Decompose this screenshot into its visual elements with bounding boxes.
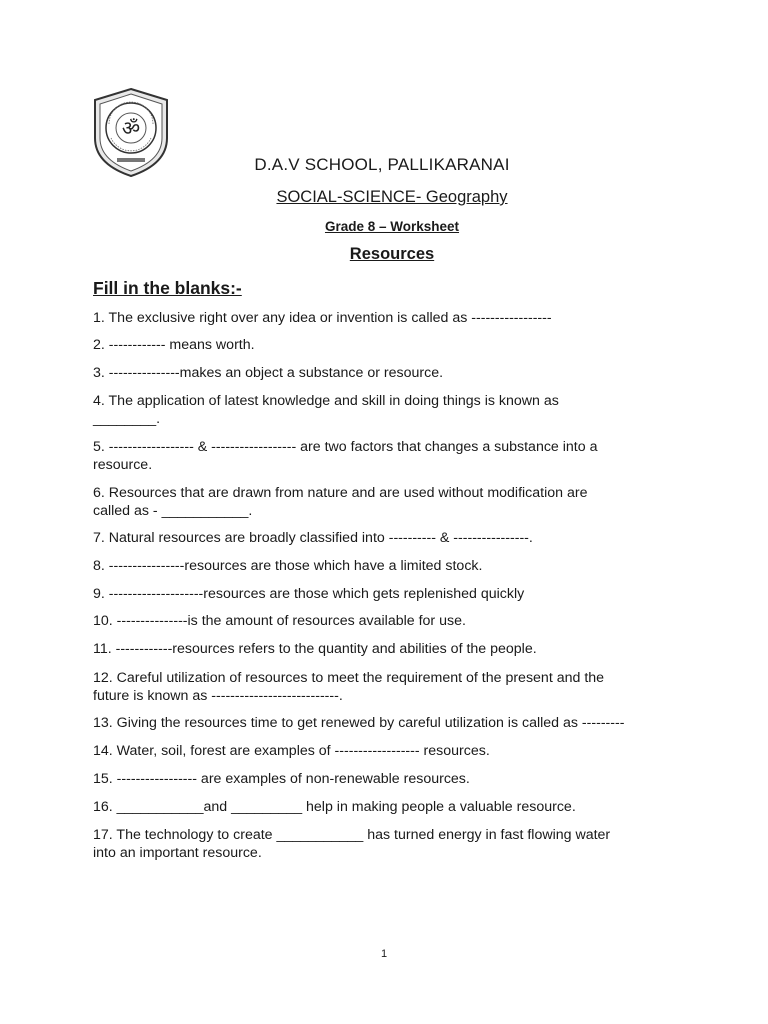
question-15: 15. ----------------- are examples of non-renewable resources. <box>93 771 470 787</box>
question-1: 1. The exclusive right over any idea or invention is called as ----------------- <box>93 310 552 326</box>
question-6: 6. Resources that are drawn from nature and are used without modification are called as - ___________. <box>93 485 588 519</box>
topic-title: Resources <box>349 245 435 263</box>
question-9: 9. --------------------resources are those which gets replenished quickly <box>93 586 525 602</box>
question-14: 14. Water, soil, forest are examples of ------------------ resources. <box>93 743 490 759</box>
question-11: 11. ------------resources refers to the quantity and abilities of the people. <box>93 641 537 657</box>
school-name: D.A.V SCHOOL, PALLIKARANAI <box>254 155 510 174</box>
question-12: 12. Careful utilization of resources to meet the requirement of the present and the future is known as ---------------------------. <box>93 670 605 704</box>
section-title: Fill in the blanks:- <box>93 278 242 298</box>
question-8: 8. ----------------resources are those which have a limited stock. <box>93 558 483 574</box>
grade-label: Grade 8 – Worksheet <box>324 219 460 234</box>
question-10: 10. ---------------is the amount of resources available for use. <box>93 613 466 629</box>
question-2: 2. ------------ means worth. <box>93 337 255 353</box>
question-17: 17. The technology to create ___________ has turned energy in fast flowing water into an important resource. <box>93 827 611 861</box>
question-3: 3. ---------------makes an object a substance or resource. <box>93 365 444 381</box>
page-number: 1 <box>380 948 388 960</box>
question-7: 7. Natural resources are broadly classified into ---------- & ----------------. <box>93 530 533 546</box>
question-4: 4. The application of latest knowledge and skill in doing things is known as ________. <box>93 393 559 427</box>
question-5: 5. ------------------ & ------------------ are two factors that changes a substance into a resource. <box>93 439 598 473</box>
question-16: 16. ___________and _________ help in making people a valuable resource. <box>93 799 576 815</box>
svg-text:ॐ: ॐ <box>121 116 141 140</box>
subject-title: SOCIAL-SCIENCE- Geography <box>276 188 508 206</box>
question-13: 13. Giving the resources time to get renewed by careful utilization is called as --------- <box>93 715 625 731</box>
